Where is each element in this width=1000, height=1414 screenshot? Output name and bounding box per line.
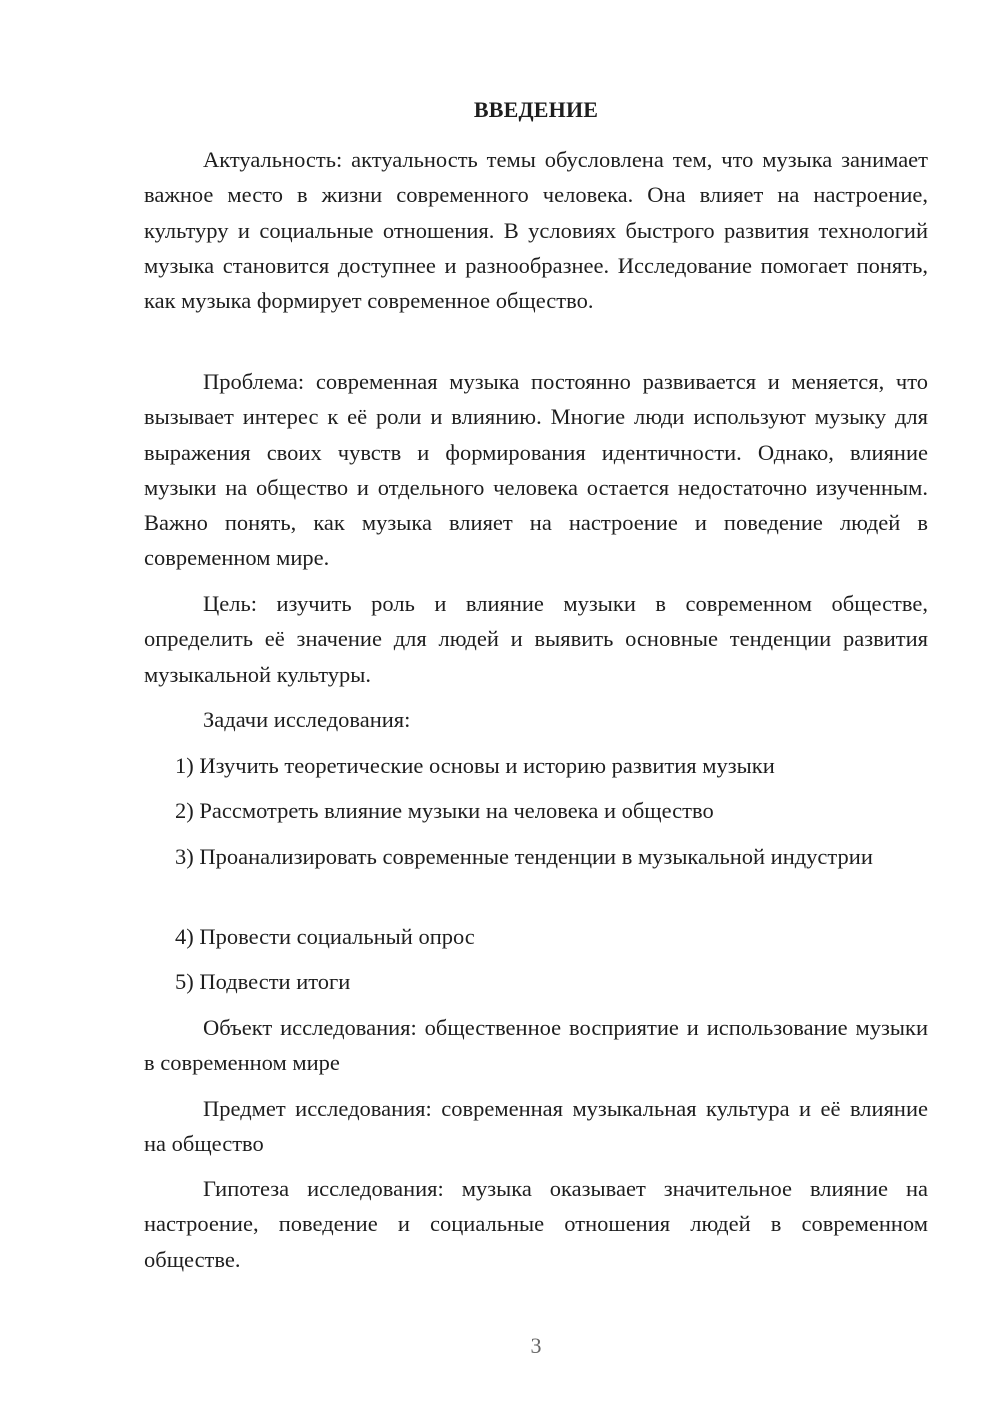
paragraph-object xyxy=(144,1010,928,1081)
paragraph-hypothesis xyxy=(144,1171,928,1277)
task-text: 5) Подвести итоги xyxy=(175,969,351,994)
paragraph-text: Проблема: современная музыка постоянно развивается и меняется, что вызывает интерес к её роли и влиянию. Многие люди используют музыку для выражения своих чувств и формирования идентичности. Однако, влияние музыки на общество и отдельного человека остается недостаточно изученным. Важно понять, как музыка влияет на настроение и поведение людей в современном мире. xyxy=(144,369,928,571)
task-item xyxy=(144,839,928,874)
task-text: 3) Проанализировать современные тенденции в музыкальной индустрии xyxy=(175,844,873,869)
task-text: 2) Рассмотреть влияние музыки на человека и общество xyxy=(175,798,714,823)
task-text: 1) Изучить теоретические основы и историю развития музыки xyxy=(175,753,775,778)
task-item xyxy=(144,748,928,783)
paragraph-subject xyxy=(144,1091,928,1162)
paragraph-text: Актуальность: актуальность темы обусловлена тем, что музыка занимает важное место в жизни современного человека. Она влияет на настроение, культуру и социальные отношения. В условиях быстрого развития технологий музыка становится доступнее и разнообразнее. Исследование помогает понять, как музыка формирует современное общество. xyxy=(144,147,928,314)
tasks-heading xyxy=(144,702,928,737)
page-number: 3 xyxy=(530,1333,542,1358)
paragraph-text: Цель: изучить роль и влияние музыки в современном обществе, определить её значение для людей и выявить основные тенденции развития музыкальной культуры. xyxy=(144,591,928,687)
paragraph-text: Объект исследования: общественное восприятие и использование музыки в современном мире xyxy=(144,1015,928,1076)
page-title: ВВЕДЕНИЕ xyxy=(473,97,599,122)
paragraph-text: Задачи исследования: xyxy=(203,707,411,732)
paragraph-goal xyxy=(144,586,928,692)
task-text: 4) Провести социальный опрос xyxy=(175,924,475,949)
paragraph-text: Гипотеза исследования: музыка оказывает значительное влияние на настроение, поведение и социальные отношения людей в современном обществе. xyxy=(144,1176,928,1272)
task-item xyxy=(144,919,928,954)
task-item xyxy=(144,793,928,828)
paragraph-text: Предмет исследования: современная музыкальная культура и её влияние на общество xyxy=(144,1096,928,1157)
paragraph-relevance xyxy=(144,142,928,318)
paragraph-problem xyxy=(144,364,928,576)
task-item xyxy=(144,964,928,999)
